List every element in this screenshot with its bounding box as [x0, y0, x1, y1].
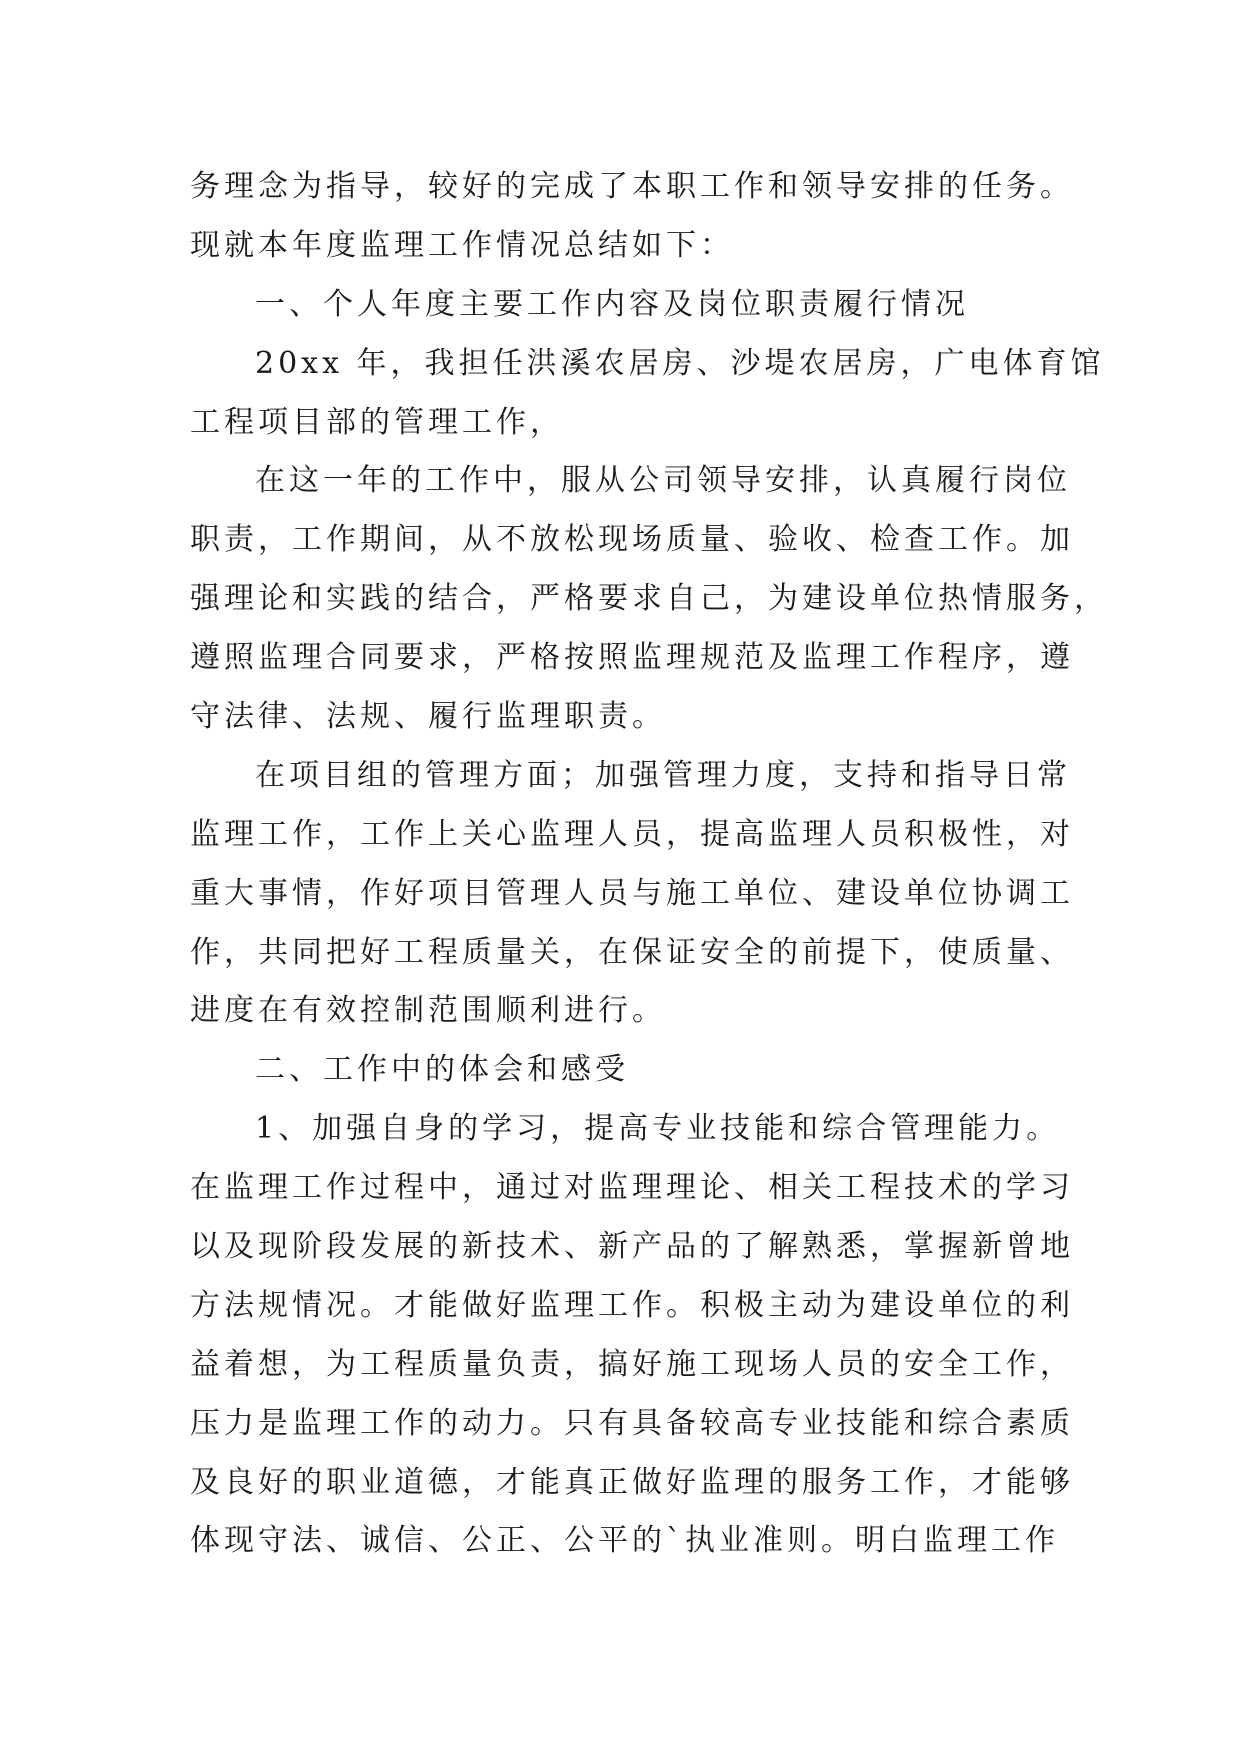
text-line: 职责，工作期间，从不放松现场质量、验收、检查工作。加: [190, 522, 1074, 558]
text-line: 在监理工作过程中，通过对监理理论、相关工程技术的学习: [190, 1170, 1074, 1206]
text-line: 在项目组的管理方面；加强管理力度，支持和指导日常: [255, 757, 1071, 793]
text-line: 一、个人年度主要工作内容及岗位职责履行情况: [255, 286, 969, 322]
text-line: 守法律、法规、履行监理职责。: [190, 699, 666, 735]
text-line: 监理工作，工作上关心监理人员，提高监理人员积极性，对: [190, 816, 1074, 852]
text-line: 1、加强自身的学习，提高专业技能和综合管理能力。: [255, 1111, 1061, 1147]
text-line: 工程项目部的管理工作，: [190, 404, 564, 440]
text-line: 作，共同把好工程质量关，在保证安全的前提下，使质量、: [190, 934, 1074, 970]
text-line: 二、工作中的体会和感受: [255, 1052, 629, 1088]
text-line: 务理念为指导，较好的完成了本职工作和领导安排的任务。: [190, 169, 1074, 204]
text-line: 方法规情况。才能做好监理工作。积极主动为建设单位的利: [190, 1287, 1074, 1323]
text-line: 进度在有效控制范围顺利进行。: [190, 993, 666, 1029]
text-line: 现就本年度监理工作情况总结如下：: [190, 227, 734, 263]
text-line: 体现守法、诚信、公正、公平的`执业准则。明白监理工作: [190, 1523, 1059, 1559]
text-line: 压力是监理工作的动力。只有具备较高专业技能和综合素质: [190, 1405, 1074, 1441]
text-line: 重大事情，作好项目管理人员与施工单位、建设单位协调工: [190, 875, 1074, 911]
text-line: 以及现阶段发展的新技术、新产品的了解熟悉，掌握新曾地: [190, 1229, 1074, 1265]
text-line: 20xx 年，我担任洪溪农居房、沙堤农居房，广电体育馆: [255, 345, 1105, 381]
text-line: 在这一年的工作中，服从公司领导安排，认真履行岗位: [255, 463, 1071, 499]
text-line: 及良好的职业道德，才能真正做好监理的服务工作，才能够: [190, 1464, 1074, 1500]
document-body: [190, 158, 1108, 1571]
text-line: 遵照监理合同要求，严格按照监理规范及监理工作程序，遵: [190, 640, 1074, 676]
text-line: 益着想，为工程质量负责，搞好施工现场人员的安全工作，: [190, 1346, 1074, 1382]
text-line: 强理论和实践的结合，严格要求自己，为建设单位热情服务，: [190, 581, 1108, 617]
